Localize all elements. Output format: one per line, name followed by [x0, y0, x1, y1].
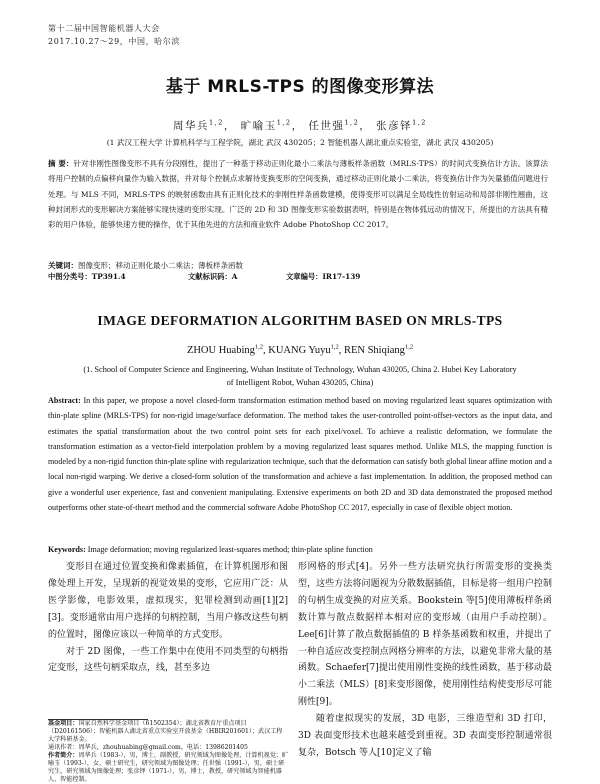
author-affil-mark: 1,2 [254, 343, 264, 351]
abstract-cn [48, 156, 548, 232]
body-paragraph: 对于 2D 图像，一些工作集中在使用不同类型的句柄指定变形，这些句柄采取点，线，甚至多边 [48, 646, 288, 674]
keywords-cn [48, 258, 548, 273]
keywords-text-en: Image deformation; moving regularized least-squares method; thin-plate spline function [87, 545, 373, 554]
author-affil-mark: 1,2 [404, 343, 414, 351]
author-name: 旷喻玉 [240, 120, 277, 132]
footnote [48, 720, 288, 784]
author-affil-mark: 1,2 [209, 118, 224, 127]
abstract-text-en: In this paper, we propose a novel closed-form transformation estimation method based on moving regularized least squares optimization with thin-plate spline (MRLS-TPS) for non-rigid image/surface deformation. The method takes the user-controlled point-offset-vectors as the input data, and estimates the spatial transformation about the two control point sets for each pixel/voxel. To achieve a realistic deformation, we formulate the transformation estimation as a vector-field interpolation problem by a moving regularized least squares method. Unlike MLS, the mapping function is modeled by a non-rigid function thin-plate spline with regularization technique, such that the deformation can satisfy both global linear affine motion and a local non-rigid warping. We derive a closed-form solution of the transformation and achieve a fast implementation. In addition, the proposed method can give a wonderful user experience, fast and convenient manipulating. Extensive experiments on both 2D and 3D data demonstrated the proposed method outperforms other state-of-theart method and the commercial software Adobe PhotoShop CC 2017, especially in case of flexible object motion. [48, 396, 552, 513]
author-name: 张彦铎 [376, 120, 413, 132]
author-name: ZHOU Huabing [186, 345, 255, 356]
author-list-en: ZHOU Huabing$^{1,2}$, KUANG Yuyu$^{1,2}$, REN Shiqiang$^{1,2}$ [186, 343, 414, 356]
body-column-right [298, 559, 552, 762]
running-header-conference: 第十二届中国智能机器人大会 [48, 24, 160, 33]
body-paragraph: 随着虚拟现实的发展，3D 电影，三维造型和 3D 打印，3D 表面变形技术也越来越受到重视。3D 表面变形控制通常很复杂，Botsch 等人[10]定义了输 [298, 714, 552, 758]
abstract-text-cn: 针对非刚性图像变形不具有分段刚性，提出了一种基于移动正则化最小二乘法与薄板样条函数（MRLS-TPS）的时间式变换估计方法。该算法将用户控制的点偏移向量作为输入数据，并对每个控制点求解待变换变形的空间变换，通过移动正则化最小二乘法，将变换估计作为矢量插值问题进行处理。与 MLS 不同，MRLS-TPS 的映射函数由具有正则化技术的非刚性样条函数建模，使得变形可以满足全局线性仿射运动和局部非刚性翘曲，这种封闭形式的变形解决方案能够实现快速的变形实现。广泛的 2D 和 3D 图像变形实验数据表明，特别是在物体弧远动的情况下，所提出的方法具有精彩的用户体验，能够快速方便的操作，优于其他先进的方法和商业软件 Adobe PhotoShop CC 2017。 [48, 159, 548, 230]
author-affil-mark: 1,2 [276, 118, 292, 127]
author-affil-mark: 1,2 [344, 118, 360, 127]
author-name: KUANG Yuyu [268, 345, 331, 356]
abstract-en [48, 393, 552, 515]
paper-title-cn: 基于 MRLS-TPS 的图像变形算法 [165, 77, 435, 97]
footnote-author-bio: 作者简介：周华兵（1983-），男，博士，副教授，研究领域为图像处理、计算机视觉；旷喻玉（1993-），女，硕士研究生，研究领域为图像处理；任世强（1991-），男，硕士研究生，研究领域为图像处理；张彦铎（1971-），男，博士，教授，研究领域为智能机器人、智能控制。 [48, 752, 288, 783]
author-list-cn: 周华兵$^{1,2}$， 旷喻玉$^{1,2}$， 任世强$^{1,2}$， 张彦铎$^{1,2}$ [173, 118, 427, 132]
article-number: 文章编号：IR17-139 [286, 272, 361, 281]
author-name: 周华兵 [173, 120, 210, 132]
paper-title-en: IMAGE DEFORMATION ALGORITHM BASED ON MRLS-TPS [97, 313, 503, 328]
running-header-date-place: 2017.10.27～29，中国，哈尔滨 [48, 37, 180, 46]
footnote-fund: 基金项目：国家自然科学基金项目（61502354）；湖北省教育厅重点项目（D20161506）；智能机器人湖北省重点实验室开放基金（HBIR201601）；武汉工程大学科研基金。 [48, 720, 283, 743]
keywords-label-cn: 关键词： [48, 261, 78, 270]
author-name: 任世强 [308, 120, 345, 132]
clc-number: 中图分类号：TP391.4 [48, 272, 126, 281]
footnote-email: 通讯作者：周华兵，zhouhuabing@gmail.com，电话：13986201405 [48, 744, 248, 751]
document-code: 文献标识码：A [188, 272, 238, 281]
author-affil-mark: 1,2 [412, 118, 427, 127]
author-affil-mark: 1,2 [330, 343, 339, 351]
affiliation-cn: (1 武汉工程大学 计算机科学与工程学院，湖北 武汉 430205；2 智能机器人湖北重点实验室，湖北 武汉 430205) [106, 138, 494, 147]
keywords-en [48, 545, 552, 554]
keywords-label-en: Keywords: [48, 545, 86, 554]
affiliation-en: (1. School of Computer Science and Engineering, Wuhan Institute of Technology, Wuhan 430205, China 2. Hubei Key Laboratory of Intelligent Robot, Wuhan 430205, China) [83, 365, 517, 387]
body-column-left [48, 559, 288, 677]
body-paragraph: 形网格的形式[4]。另外一些方法研究执行所需变形的变换类型，这些方法将问题视为分散数据插值，目标是将一组用户控制的句柄生成变换的对应关系。Bookstein 等[5]使用薄板样条函数计算与散点数据样本相对应的变形域（由用户手动控制）。Lee[6]计算了散点数据插值的 B 样条基函数和权重，并提出了一种自适应改变控制点网格分辨率的方法，以避免非常大量的基函数。Schaefer[7]提出使用刚性变换的线性函数，基于移动最小二乘法（MLS）[8]来变形图像，使用刚性结构使变形尽可能刚性[9]。 [298, 562, 552, 708]
abstract-label-en: Abstract: [48, 396, 81, 405]
author-name: REN Shiqiang [343, 345, 405, 356]
keywords-text-cn: 图像变形；移动正则化最小二乘法；薄板样条函数 [78, 261, 243, 270]
body-paragraph: 变形目在通过位置变换和像素插值，在计算机图形和图像处理上开发，呈现新的视觉效果的变形，它应用广泛：从医学影像，电影效果，虚拟现实，犯罪检测到动画[1][2][3]。变形通常由用户选择的句柄控制，当用户修改这些句柄的位置时，图像应该以一种简单的方式变形。 [48, 562, 288, 640]
abstract-label-cn: 摘 要： [48, 159, 74, 168]
